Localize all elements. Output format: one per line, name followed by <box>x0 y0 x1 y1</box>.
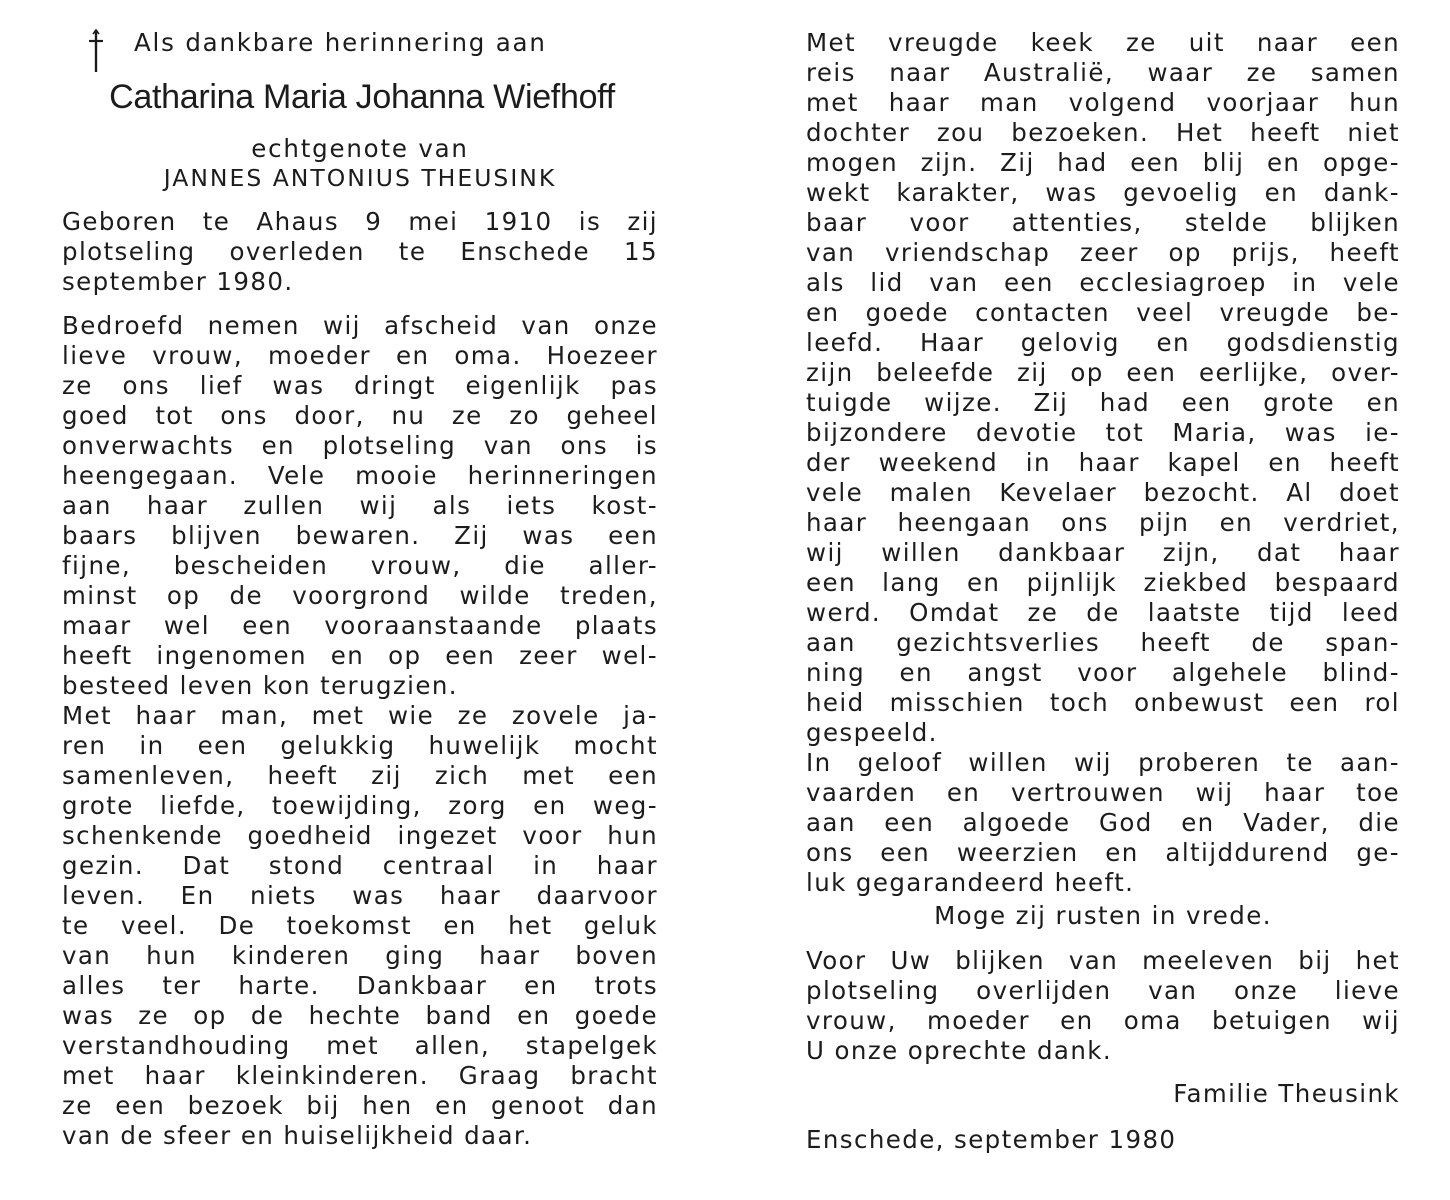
body-line: heeft ingenomen en op een zeer wel- <box>62 641 658 670</box>
birth-line: Geboren te Ahaus 9 mei 1910 is zij <box>62 207 658 236</box>
body-line: alles ter harte. Dankbaar en trots <box>62 971 658 1000</box>
body-line: lieve vrouw, moeder en oma. Hoezeer <box>62 341 658 370</box>
body-line: ze ons lief was dringt eigenlijk pas <box>62 371 658 400</box>
body-line: zijn beleefde zij op een eerlijke, over- <box>806 358 1400 387</box>
body-line: goed tot ons door, nu ze zo geheel <box>62 401 658 430</box>
body-line: werd. Omdat ze de laatste tijd leed <box>806 598 1400 627</box>
body-line: luk gegarandeerd heeft. <box>806 868 1135 897</box>
body-line: haar heengaan ons pijn en verdriet, <box>806 508 1400 537</box>
body-line: dochter zou bezoeken. Het heeft niet <box>806 118 1400 147</box>
place-date: Enschede, september 1980 <box>806 1125 1177 1154</box>
body-line: was ze op de hechte band en goede <box>62 1001 658 1030</box>
body-line: verstandhouding met allen, stapelgek <box>62 1031 658 1060</box>
thanks-line: Voor Uw blijken van meeleven bij het <box>806 946 1400 975</box>
body-line: fijne, bescheiden vrouw, die aller- <box>62 551 658 580</box>
body-line: gezin. Dat stond centraal in haar <box>62 851 658 880</box>
body-line: schenkende goedheid ingezet voor hun <box>62 821 658 850</box>
body-line: vele malen Kevelaer bezocht. Al doet <box>806 478 1400 507</box>
spouse-name: JANNES ANTONIUS THEUSINK <box>163 164 557 192</box>
body-line: baar voor attenties, stelde blijken <box>806 208 1400 237</box>
body-line: heid misschien toch onbewust een rol <box>806 688 1400 717</box>
body-line: en goede contacten veel vreugde be- <box>806 298 1400 327</box>
spouse-label: echtgenote van <box>251 134 469 163</box>
body-line: baars blijven bewaren. Zij was een <box>62 521 658 550</box>
body-line: een lang en pijnlijk ziekbed bespaard <box>806 568 1400 597</box>
body-line: der weekend in haar kapel en heeft <box>806 448 1400 477</box>
cross-icon <box>88 28 104 74</box>
body-line: ons een weerzien en altijddurend ge- <box>806 838 1400 867</box>
body-line: aan haar zullen wij als iets kost- <box>62 491 658 520</box>
body-line: grote liefde, toewijding, zorg en weg- <box>62 791 658 820</box>
body-line: Met haar man, met wie ze zovele ja- <box>62 701 658 730</box>
thanks-line: U onze oprechte dank. <box>806 1036 1113 1065</box>
deceased-name: Catharina Maria Johanna Wiefhoff <box>109 78 615 116</box>
prayer-line: Moge zij rusten in vrede. <box>934 901 1272 930</box>
body-line: In geloof willen wij proberen te aan- <box>806 748 1400 777</box>
body-line: Met vreugde keek ze uit naar een <box>806 28 1400 57</box>
body-line: mogen zijn. Zij had een blij en opge- <box>806 148 1400 177</box>
body-line: van hun kinderen ging haar boven <box>62 941 658 970</box>
body-line: minst op de voorgrond wilde treden, <box>62 581 658 610</box>
body-line: maar wel een vooraanstaande plaats <box>62 611 658 640</box>
body-line: met haar kleinkinderen. Graag bracht <box>62 1061 658 1090</box>
body-line: samenleven, heeft zij zich met een <box>62 761 658 790</box>
body-line: ren in een gelukkig huwelijk mocht <box>62 731 658 760</box>
body-line: Bedroefd nemen wij afscheid van onze <box>62 311 658 340</box>
birth-line: plotseling overleden te Enschede 15 <box>62 237 658 266</box>
body-line: leven. En niets was haar daarvoor <box>62 881 658 910</box>
signature: Familie Theusink <box>1173 1079 1400 1108</box>
thanks-line: vrouw, moeder en oma betuigen wij <box>806 1006 1400 1035</box>
body-line: ning en angst voor algehele blind- <box>806 658 1400 687</box>
body-line: wekt karakter, was gevoelig en dank- <box>806 178 1400 207</box>
body-line: wij willen dankbaar zijn, dat haar <box>806 538 1400 567</box>
body-line: besteed leven kon terugzien. <box>62 671 458 700</box>
body-line: aan gezichtsverlies heeft de span- <box>806 628 1400 657</box>
body-line: te veel. De toekomst en het geluk <box>62 911 658 940</box>
body-line: aan een algoede God en Vader, die <box>806 808 1400 837</box>
body-line: tuigde wijze. Zij had een grote en <box>806 388 1400 417</box>
body-line: bijzondere devotie tot Maria, was ie- <box>806 418 1400 447</box>
body-line: gespeeld. <box>806 718 938 747</box>
body-line: vaarden en vertrouwen wij haar toe <box>806 778 1400 807</box>
intro-text: Als dankbare herinnering aan <box>134 28 547 57</box>
body-line: met haar man volgend voorjaar hun <box>806 88 1400 117</box>
body-line: onverwachts en plotseling van ons is <box>62 431 658 460</box>
body-line: van vriendschap zeer op prijs, heeft <box>806 238 1400 267</box>
body-line: reis naar Australië, waar ze samen <box>806 58 1400 87</box>
body-line: leefd. Haar gelovig en godsdienstig <box>806 328 1400 357</box>
body-line: heengegaan. Vele mooie herinneringen <box>62 461 658 490</box>
birth-line: september 1980. <box>62 267 294 296</box>
body-line: als lid van een ecclesiagroep in vele <box>806 268 1400 297</box>
thanks-line: plotseling overlijden van onze lieve <box>806 976 1400 1005</box>
body-line: ze een bezoek bij hen en genoot dan <box>62 1091 658 1120</box>
body-line: van de sfeer en huiselijkheid daar. <box>62 1121 533 1150</box>
